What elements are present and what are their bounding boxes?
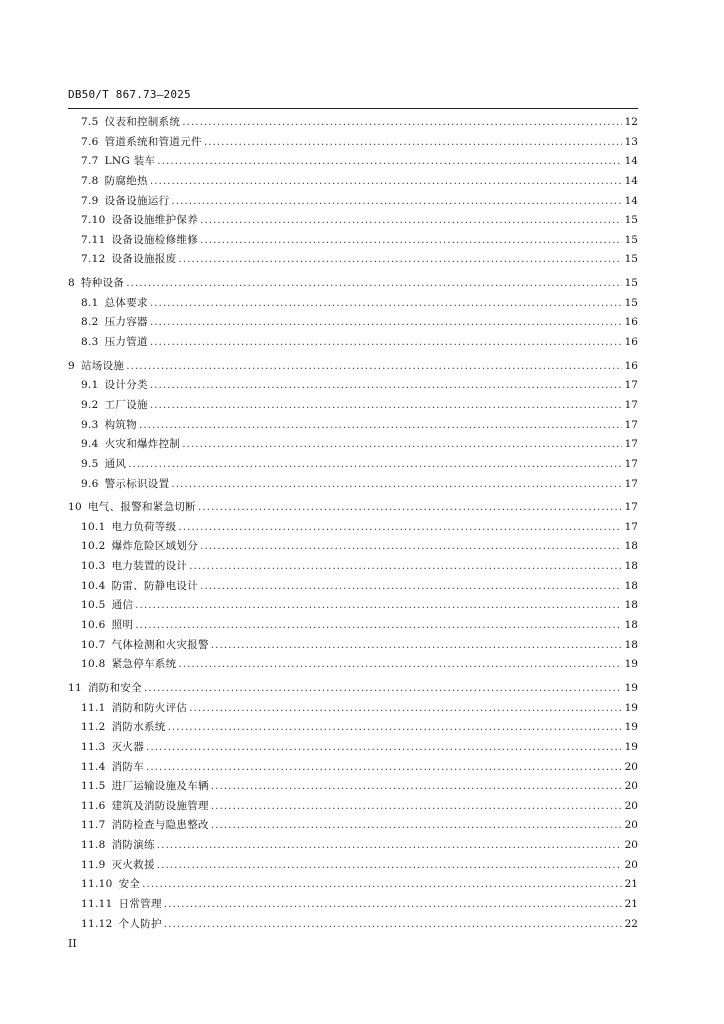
toc-entry-number: 11.5 xyxy=(81,780,106,793)
toc-entry[interactable] xyxy=(68,333,638,353)
toc-entry[interactable] xyxy=(68,738,638,758)
toc-entry-title: 照明 xyxy=(111,619,134,632)
toc-entry-number: 9.4 xyxy=(81,438,99,451)
toc-entry-page: 14 xyxy=(624,174,638,187)
toc-entry-title: 构筑物 xyxy=(104,418,138,431)
toc-entry-number: 9.5 xyxy=(81,457,99,470)
toc-entry[interactable] xyxy=(68,758,638,778)
toc-entry-number: 10.2 xyxy=(81,540,106,553)
toc-entry-title: 总体要求 xyxy=(104,296,148,309)
toc-entry-number: 9.6 xyxy=(81,477,99,490)
toc-dot-leader xyxy=(135,616,622,636)
toc-dot-leader xyxy=(200,577,622,597)
toc-entry-title: 设备设施检修维修 xyxy=(111,233,198,246)
toc-dot-leader xyxy=(150,172,622,192)
toc-entry-page: 22 xyxy=(624,917,638,930)
toc-entry-title: 警示标识设置 xyxy=(104,477,170,490)
toc-entry-title: 进厂运输设施及车辆 xyxy=(111,780,209,793)
toc-dot-leader xyxy=(139,416,622,436)
toc-entry[interactable] xyxy=(68,455,638,475)
toc-entry-title: 个人防护 xyxy=(118,917,162,930)
toc-entry-number: 8.3 xyxy=(81,336,99,349)
toc-entry-number: 10.4 xyxy=(81,579,106,592)
toc-entry[interactable] xyxy=(68,250,638,270)
toc-dot-leader xyxy=(126,274,622,294)
toc-entry-page: 17 xyxy=(624,438,638,451)
table-of-contents xyxy=(68,113,638,934)
toc-entry-title: 仪表和控制系统 xyxy=(104,116,181,128)
toc-entry-number: 8.1 xyxy=(81,296,99,309)
toc-entry-number: 10.8 xyxy=(81,658,106,671)
toc-dot-leader xyxy=(150,376,622,396)
toc-dot-leader xyxy=(200,231,622,251)
toc-entry-title: 压力管道 xyxy=(104,336,148,349)
toc-dot-leader xyxy=(164,895,622,915)
toc-entry[interactable] xyxy=(68,557,638,577)
toc-entry-title: 设备设施运行 xyxy=(104,194,170,207)
toc-entry[interactable] xyxy=(68,274,638,294)
toc-entry[interactable] xyxy=(68,113,638,133)
toc-entry-number: 7.12 xyxy=(81,253,106,266)
toc-entry-number: 10.1 xyxy=(81,520,106,533)
toc-entry-number: 7.10 xyxy=(81,214,106,227)
toc-entry[interactable] xyxy=(68,718,638,738)
toc-entry-page: 20 xyxy=(624,858,638,871)
toc-entry[interactable] xyxy=(68,655,638,675)
toc-dot-leader xyxy=(150,333,622,353)
toc-entry[interactable] xyxy=(68,518,638,538)
toc-entry-page: 20 xyxy=(624,819,638,832)
toc-entry-title: 爆炸危险区域划分 xyxy=(111,540,198,553)
toc-dot-leader xyxy=(171,475,622,495)
toc-entry[interactable] xyxy=(68,679,638,699)
toc-entry-number: 11.8 xyxy=(81,839,106,852)
toc-entry-number: 10 xyxy=(68,501,82,514)
toc-dot-leader xyxy=(178,655,622,675)
toc-entry-title: 电力负荷等级 xyxy=(111,520,177,533)
toc-entry-number: 10.7 xyxy=(81,638,106,651)
toc-entry-page: 19 xyxy=(624,658,638,671)
toc-entry-page: 15 xyxy=(624,277,638,290)
toc-entry-page: 16 xyxy=(624,336,638,349)
toc-entry-page: 20 xyxy=(624,760,638,773)
toc-dot-leader xyxy=(144,679,622,699)
toc-entry-page: 21 xyxy=(624,897,638,910)
toc-entry-title: 消防车 xyxy=(111,760,144,773)
toc-dot-leader xyxy=(178,518,622,538)
toc-entry-page: 15 xyxy=(624,296,638,309)
toc-dot-leader xyxy=(171,192,622,212)
toc-entry-page: 19 xyxy=(624,740,638,753)
toc-entry[interactable] xyxy=(68,313,638,333)
toc-entry-title: 安全 xyxy=(118,878,141,891)
toc-entry-page: 17 xyxy=(624,379,638,392)
toc-entry-page: 19 xyxy=(624,681,638,694)
toc-entry-number: 11.2 xyxy=(81,721,106,734)
header-divider xyxy=(68,108,638,109)
toc-entry-page: 20 xyxy=(624,780,638,793)
toc-dot-leader xyxy=(189,557,622,577)
toc-entry[interactable] xyxy=(68,836,638,856)
toc-entry-number: 7.9 xyxy=(81,194,99,207)
toc-dot-leader xyxy=(198,498,622,518)
toc-entry-title: 消防和安全 xyxy=(87,681,142,694)
toc-entry-page: 21 xyxy=(624,878,638,891)
toc-dot-leader xyxy=(189,699,622,719)
page-number: II xyxy=(68,937,77,950)
toc-entry-number: 7.7 xyxy=(81,155,99,168)
toc-dot-leader xyxy=(157,856,622,876)
toc-entry[interactable] xyxy=(68,856,638,876)
toc-entry-title: 灭火救援 xyxy=(111,858,155,871)
toc-dot-leader xyxy=(182,113,622,133)
toc-entry[interactable] xyxy=(68,357,638,377)
toc-entry-page: 14 xyxy=(624,155,638,168)
toc-entry-page: 18 xyxy=(624,638,638,651)
toc-dot-leader xyxy=(164,915,622,935)
toc-entry-page: 16 xyxy=(624,316,638,329)
toc-entry-title: 设备设施报废 xyxy=(111,253,177,266)
toc-entry-page: 17 xyxy=(624,418,638,431)
toc-dot-leader xyxy=(135,596,622,616)
toc-entry-page: 15 xyxy=(624,253,638,266)
toc-entry-title: 气体检测和火灾报警 xyxy=(111,638,209,651)
toc-entry-title: 特种设备 xyxy=(80,277,125,290)
toc-entry-title: LNG 装车 xyxy=(104,155,156,168)
toc-entry[interactable] xyxy=(68,616,638,636)
toc-entry-page: 14 xyxy=(624,194,638,207)
toc-entry-number: 11.3 xyxy=(81,740,106,753)
toc-dot-leader xyxy=(211,797,622,817)
toc-entry-title: 电力装置的设计 xyxy=(111,560,188,573)
toc-entry-number: 7.5 xyxy=(81,116,99,128)
toc-entry[interactable] xyxy=(68,416,638,436)
toc-entry-number: 11.12 xyxy=(81,917,113,930)
toc-entry-title: 消防检查与隐患整改 xyxy=(111,819,209,832)
toc-entry-title: 日常管理 xyxy=(118,897,162,910)
toc-entry[interactable] xyxy=(68,231,638,251)
toc-dot-leader xyxy=(211,816,622,836)
toc-entry-page: 19 xyxy=(624,721,638,734)
toc-entry[interactable] xyxy=(68,475,638,495)
toc-entry-page: 17 xyxy=(624,457,638,470)
toc-entry[interactable] xyxy=(68,498,638,518)
toc-dot-leader xyxy=(128,455,622,475)
toc-entry-page: 20 xyxy=(624,799,638,812)
toc-entry[interactable] xyxy=(68,777,638,797)
toc-entry-number: 11.7 xyxy=(81,819,106,832)
toc-entry-title: 压力容器 xyxy=(104,316,148,329)
document-code: DB50/T 867.73—2025 xyxy=(68,88,191,101)
toc-entry-title: 通风 xyxy=(104,457,127,470)
toc-entry[interactable] xyxy=(68,577,638,597)
toc-dot-leader xyxy=(211,777,622,797)
toc-entry[interactable] xyxy=(68,699,638,719)
toc-dot-leader xyxy=(200,211,622,231)
toc-entry-number: 7.8 xyxy=(81,174,99,187)
toc-entry-title: 管道系统和管道元件 xyxy=(104,135,202,148)
toc-entry-page: 18 xyxy=(624,560,638,573)
toc-entry-number: 8.2 xyxy=(81,316,99,329)
toc-entry-title: 消防和防火评估 xyxy=(111,701,188,714)
toc-entry-title: 防腐绝热 xyxy=(104,174,148,187)
toc-entry-number: 9.1 xyxy=(81,379,99,392)
toc-entry[interactable] xyxy=(68,816,638,836)
toc-entry[interactable] xyxy=(68,172,638,192)
toc-entry-number: 11.1 xyxy=(81,701,106,714)
toc-entry-title: 灭火器 xyxy=(111,740,144,753)
toc-entry-number: 11.4 xyxy=(81,760,106,773)
toc-dot-leader xyxy=(150,396,622,416)
toc-entry-page: 18 xyxy=(624,619,638,632)
toc-entry-page: 16 xyxy=(624,359,638,372)
toc-entry-page: 19 xyxy=(624,701,638,714)
toc-entry-page: 17 xyxy=(624,477,638,490)
toc-entry[interactable] xyxy=(68,294,638,314)
toc-entry[interactable] xyxy=(68,537,638,557)
toc-dot-leader xyxy=(178,250,622,270)
toc-entry-number: 7.6 xyxy=(81,135,99,148)
toc-entry-page: 17 xyxy=(624,520,638,533)
toc-entry[interactable] xyxy=(68,376,638,396)
toc-entry[interactable] xyxy=(68,875,638,895)
toc-entry[interactable] xyxy=(68,435,638,455)
toc-entry[interactable] xyxy=(68,636,638,656)
toc-entry-number: 9 xyxy=(68,359,75,372)
toc-entry-title: 建筑及消防设施管理 xyxy=(111,799,209,812)
toc-entry-number: 11.9 xyxy=(81,858,106,871)
toc-entry-number: 11.11 xyxy=(81,897,113,910)
toc-entry-page: 18 xyxy=(624,599,638,612)
toc-entry-number: 10.5 xyxy=(81,599,106,612)
toc-entry[interactable] xyxy=(68,396,638,416)
toc-dot-leader xyxy=(146,758,622,778)
toc-entry-title: 工厂设施 xyxy=(104,398,148,411)
toc-entry-number: 9.2 xyxy=(81,398,99,411)
toc-entry[interactable] xyxy=(68,797,638,817)
toc-entry-page: 20 xyxy=(624,839,638,852)
toc-entry-number: 10.6 xyxy=(81,619,106,632)
toc-entry-title: 火灾和爆炸控制 xyxy=(104,438,181,451)
toc-entry[interactable] xyxy=(68,192,638,212)
toc-dot-leader xyxy=(150,313,622,333)
toc-entry-page: 17 xyxy=(624,501,638,514)
toc-entry-number: 11 xyxy=(68,681,82,694)
toc-dot-leader xyxy=(142,875,622,895)
toc-entry-number: 10.3 xyxy=(81,560,106,573)
toc-entry-number: 9.3 xyxy=(81,418,99,431)
toc-dot-leader xyxy=(157,152,622,172)
toc-entry-title: 紧急停车系统 xyxy=(111,658,177,671)
toc-entry-title: 设备设施维护保养 xyxy=(111,214,198,227)
toc-entry[interactable] xyxy=(68,211,638,231)
toc-entry-number: 11.10 xyxy=(81,878,113,891)
toc-entry-title: 站场设施 xyxy=(80,359,125,372)
toc-entry-page: 17 xyxy=(624,398,638,411)
toc-entry-page: 15 xyxy=(624,233,638,246)
toc-entry-page: 18 xyxy=(624,540,638,553)
toc-entry-title: 通信 xyxy=(111,599,134,612)
toc-entry-page: 12 xyxy=(624,116,638,128)
toc-dot-leader xyxy=(157,836,622,856)
toc-dot-leader xyxy=(168,718,622,738)
toc-entry-number: 7.11 xyxy=(81,233,106,246)
toc-entry-page: 13 xyxy=(624,135,638,148)
toc-entry-title: 设计分类 xyxy=(104,379,148,392)
toc-entry-title: 防雷、防静电设计 xyxy=(111,579,198,592)
toc-entry-page: 18 xyxy=(624,579,638,592)
toc-entry-title: 消防水系统 xyxy=(111,721,166,734)
toc-entry-title: 电气、报警和紧急切断 xyxy=(87,501,196,514)
toc-dot-leader xyxy=(200,537,622,557)
toc-entry-number: 11.6 xyxy=(81,799,106,812)
toc-dot-leader xyxy=(182,435,622,455)
toc-entry[interactable] xyxy=(68,596,638,616)
toc-dot-leader xyxy=(211,636,622,656)
toc-entry[interactable] xyxy=(68,152,638,172)
toc-dot-leader xyxy=(126,357,622,377)
toc-entry[interactable] xyxy=(68,895,638,915)
toc-entry[interactable] xyxy=(68,133,638,153)
toc-entry-number: 8 xyxy=(68,277,75,290)
toc-entry-page: 15 xyxy=(624,214,638,227)
toc-dot-leader xyxy=(146,738,622,758)
toc-entry-title: 消防演练 xyxy=(111,839,155,852)
toc-dot-leader xyxy=(150,294,622,314)
toc-dot-leader xyxy=(204,133,622,153)
toc-entry[interactable] xyxy=(68,915,638,935)
